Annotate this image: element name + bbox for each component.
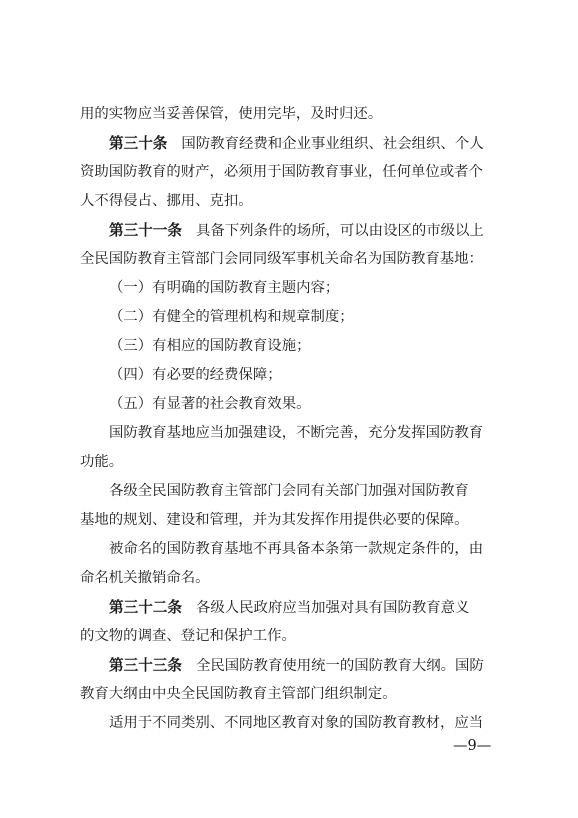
list-item: （五）有显著的社会教育效果。 (109, 396, 311, 412)
article-33-line: 第三十三条 全民国防教育使用统一的国防教育大纲。国防 (109, 657, 484, 674)
text-line: 被命名的国防教育基地不再具备本条第一款规定条件的，由 (109, 541, 484, 557)
article-31-line: 第三十一条 具备下列条件的场所，可以由设区的市级以上 (109, 222, 484, 239)
text-line: 教育大纲由中央全民国防教育主管部门组织制定。 (80, 686, 397, 702)
text-line: 命名机关撤销命名。 (80, 570, 210, 586)
list-item: （四）有必要的经费保障； (109, 367, 282, 383)
page-number: —9— (453, 738, 492, 754)
list-item: （一）有明确的国防教育主题内容； (109, 280, 340, 296)
article-32-line: 第三十二条 各级人民政府应当加强对具有国防教育意义 (109, 599, 470, 616)
article-heading: 第三十二条 (109, 599, 182, 616)
text-line: 国防教育基地应当加强建设，不断完善，充分发挥国防教育 (109, 425, 484, 441)
list-item: （三）有相应的国防教育设施； (109, 338, 311, 354)
text-line: 资助国防教育的财产，必须用于国防教育事业，任何单位或者个 (80, 164, 483, 180)
text-line: 用的实物应当妥善保管，使用完毕，及时归还。 (80, 106, 383, 122)
text-line: 适用于不同类别、不同地区教育对象的国防教育教材，应当 (109, 715, 484, 731)
text-line: 功能。 (80, 454, 124, 470)
article-heading: 第三十条 (109, 135, 168, 152)
article-heading: 第三十一条 (109, 222, 182, 239)
text-line: 人不得侵占、挪用、克扣。 (80, 193, 253, 209)
text-line: 各级全民国防教育主管部门会同有关部门加强对国防教育 (109, 483, 469, 499)
text-line: 全民国防教育主管部门会同同级军事机关命名为国防教育基地： (80, 251, 483, 267)
text-line: 的文物的调查、登记和保护工作。 (80, 628, 296, 644)
article-heading: 第三十三条 (109, 657, 182, 674)
text-line: 基地的规划、建设和管理，并为其发挥作用提供必要的保障。 (80, 512, 469, 528)
article-30-line: 第三十条 国防教育经费和企业事业组织、社会组织、个人 (109, 135, 484, 152)
body-text (80, 100, 510, 738)
list-item: （二）有健全的管理机构和规章制度； (109, 309, 354, 325)
